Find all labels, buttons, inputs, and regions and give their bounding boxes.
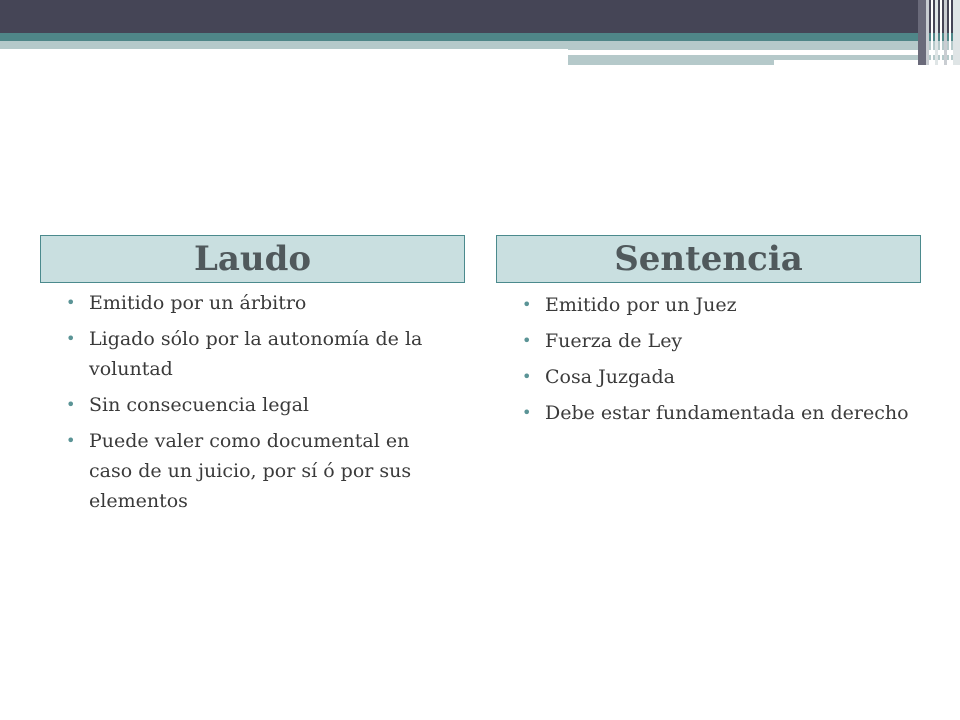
list-item-text: Fuerza de Ley <box>545 330 683 352</box>
bullet-icon: • <box>66 293 76 312</box>
list-item-text: Sin consecuencia legal <box>89 394 310 416</box>
corner-stripe <box>918 0 926 65</box>
bullet-icon: • <box>522 295 532 314</box>
sentencia-title: Sentencia <box>614 239 803 279</box>
list-item-text: Puede valer como documental en caso de un juicio, por sí ó por sus elementos <box>89 430 412 512</box>
list-item <box>66 288 456 318</box>
corner-stripe <box>953 0 960 65</box>
top-band-dark <box>0 0 960 33</box>
sentencia-header <box>496 235 921 283</box>
top-band-highlight-line <box>568 50 888 52</box>
list-item <box>522 326 912 356</box>
list-item <box>66 324 456 384</box>
list-item-text: Debe estar fundamentada en derecho <box>545 402 909 424</box>
laudo-title: Laudo <box>193 239 312 279</box>
bullet-icon: • <box>522 403 532 422</box>
list-item-text: Emitido por un Juez <box>545 294 737 316</box>
list-item <box>522 362 912 392</box>
corner-stripe <box>949 0 951 65</box>
corner-stripe <box>944 0 947 65</box>
top-band-teal <box>0 33 960 41</box>
top-band-light-left <box>0 41 568 49</box>
list-item-text: Ligado sólo por la autonomía de la voluntad <box>89 328 423 380</box>
list-item-text: Cosa Juzgada <box>545 366 675 388</box>
corner-stripe <box>935 0 938 65</box>
laudo-header <box>40 235 465 283</box>
bullet-icon: • <box>522 331 532 350</box>
corner-stripe <box>931 0 933 65</box>
list-item <box>66 390 456 420</box>
list-item <box>522 290 912 320</box>
corner-stripe <box>926 0 929 65</box>
list-item-text: Emitido por un árbitro <box>89 292 307 314</box>
bullet-icon: • <box>66 395 76 414</box>
bullet-icon: • <box>522 367 532 386</box>
bullet-icon: • <box>66 431 76 450</box>
corner-stripe <box>940 0 942 65</box>
sentencia-list <box>522 290 912 434</box>
top-band-light-right <box>568 41 960 50</box>
list-item <box>66 426 456 516</box>
list-item <box>522 398 912 428</box>
laudo-list <box>66 288 456 522</box>
bullet-icon: • <box>66 329 76 348</box>
